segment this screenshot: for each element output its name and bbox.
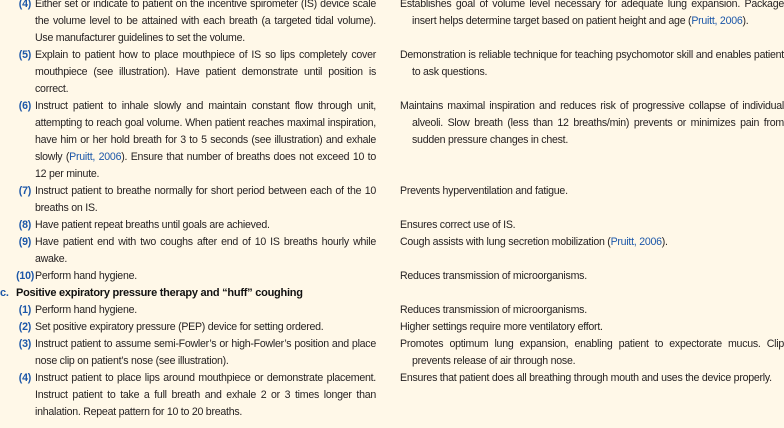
step-text: Either set or indicate to patient on the incentive spirometer (IS) device scale the volume level to be attained with each breath (a targeted tidal volume). Use manufacturer guidelines to set the volume. [35, 0, 376, 44]
rationale-text-after: ). [661, 236, 668, 248]
citation-link[interactable]: Pruitt, 2006 [610, 236, 662, 248]
rationale-text: Prevents hyperventilation and fatigue. [400, 185, 568, 197]
rationale-text: Ensures that patient does all breathing through mouth and uses the device properly. [400, 372, 772, 384]
rationale-c3 [400, 336, 784, 370]
step-text: Perform hand hygiene. [35, 270, 137, 282]
step-number: (9) [18, 236, 31, 248]
rationale-text: Ensures correct use of IS. [400, 219, 516, 231]
section-c-heading [0, 285, 376, 302]
rationale-8 [400, 217, 784, 234]
citation-link[interactable]: Pruitt, 2006 [691, 14, 743, 27]
rationale-c2 [400, 319, 784, 336]
rationale-c4 [400, 370, 784, 421]
step-6-inhale [0, 98, 376, 183]
step-text: Set positive expiratory pressure (PEP) device for setting ordered. [35, 321, 324, 333]
rationale-text-before: Cough assists with lung secretion mobilization ( [400, 236, 611, 248]
rationale-4 [400, 0, 784, 47]
step-number: (4) [18, 372, 31, 384]
step-number: (8) [18, 219, 31, 231]
section-letter: c. [0, 287, 9, 299]
rationale-10 [400, 268, 784, 285]
rationale-6 [400, 98, 784, 183]
step-number: (2) [18, 321, 31, 333]
rationale-text: Reduces transmission of microorganisms. [400, 270, 587, 282]
step-text: Perform hand hygiene. [35, 304, 137, 316]
rationale-text-after: ). [742, 14, 749, 27]
step-text: Instruct patient to breathe normally for short period between each of the 10 breaths on IS. [35, 185, 376, 214]
step-8-repeat [0, 217, 376, 234]
rationale-text: Higher settings require more ventilatory effort. [400, 321, 603, 333]
citation-link[interactable]: Pruitt, 2006 [69, 150, 122, 163]
step-number: (3) [18, 338, 31, 350]
rationale-9 [400, 234, 784, 268]
rationale-c1 [400, 302, 784, 319]
step-number: (5) [18, 49, 31, 61]
step-9-coughs [0, 234, 376, 268]
step-c3-position [0, 336, 376, 370]
step-number: (10) [16, 270, 34, 282]
steps-column [0, 0, 376, 421]
step-number: (7) [18, 185, 31, 197]
step-text: Have patient repeat breaths until goals are achieved. [35, 219, 270, 231]
step-c2-set-pep [0, 319, 376, 336]
rationale-section-c-spacer [400, 285, 784, 302]
step-text: Instruct patient to assume semi-Fowler’s or high-Fowler’s position and place nose clip on patient’s nose (see illustration). [35, 338, 376, 367]
step-text: Have patient end with two coughs after end of 10 IS breaths hourly while awake. [35, 236, 376, 265]
rationale-text-before: Establishes goal of volume level necessary for adequate lung expansion. Package insert helps determine target based on patient height and age ( [400, 0, 784, 27]
rationale-text: Reduces transmission of microorganisms. [400, 304, 587, 316]
step-number: (1) [18, 304, 31, 316]
step-c4-lips [0, 370, 376, 421]
step-number: (4) [18, 0, 31, 10]
step-4-set-volume [0, 0, 376, 47]
step-number: (6) [18, 100, 31, 112]
step-text: Explain to patient how to place mouthpiece of IS so lips completely cover mouthpiece (see illustration). Have patient demonstrate until position is correct. [35, 49, 376, 95]
step-text-before: Instruct patient to inhale slowly and maintain constant flow through unit, attempting to reach goal volume. When patient reaches maximal inspiration, have him or her hold breath for 3 to 5 seconds (see illustration) and exhale slowly ( [35, 100, 376, 163]
step-c1-hand-hygiene [0, 302, 376, 319]
step-10-hand-hygiene [0, 268, 376, 285]
rationale-text: Maintains maximal inspiration and reduces risk of progressive collapse of individual alveoli. Slow breath (less than 12 breaths/min) prevents or minimizes pain from sudden pressure changes in chest. [400, 100, 784, 146]
section-title: Positive expiratory pressure therapy and “huff” coughing [16, 287, 303, 299]
rationale-5 [400, 47, 784, 98]
rationale-text: Demonstration is reliable technique for teaching psychomotor skill and enables patient to ask questions. [400, 49, 784, 78]
step-5-mouthpiece [0, 47, 376, 98]
step-7-breathe-normally [0, 183, 376, 217]
rationale-7 [400, 183, 784, 217]
rationale-text: Promotes optimum lung expansion, enabling patient to expectorate mucus. Clip prevents release of air through nose. [400, 338, 784, 367]
step-text: Instruct patient to place lips around mouthpiece or demonstrate placement. Instruct patient to take a full breath and exhale 2 or 3 times longer than inhalation. Repeat pattern for 10 to 20 breaths. [35, 372, 376, 418]
rationale-column [400, 0, 784, 421]
step-text-after: ). Ensure that number of breaths does not exceed 10 to 12 per minute. [35, 150, 376, 180]
